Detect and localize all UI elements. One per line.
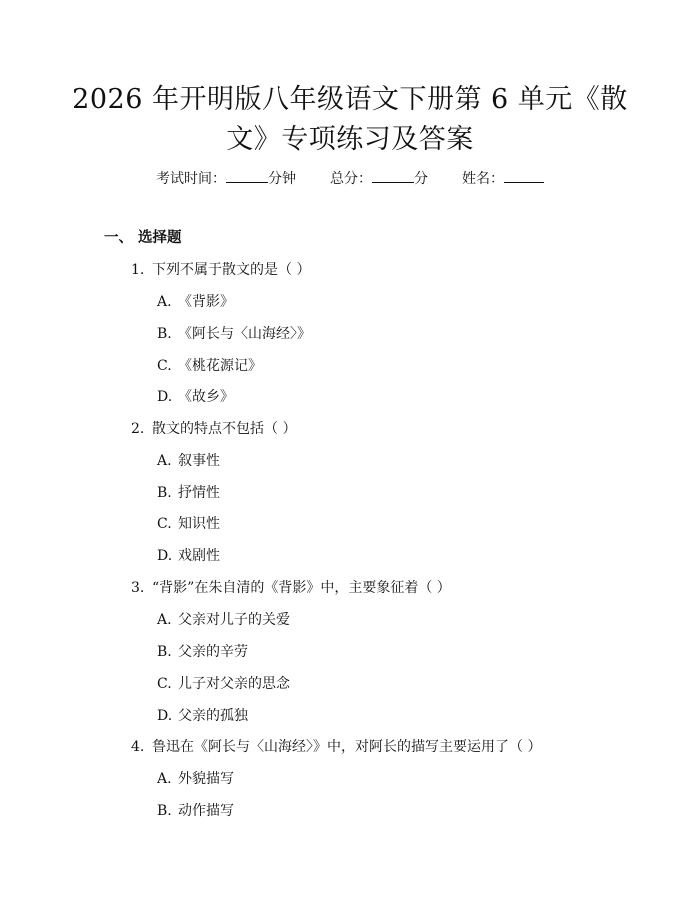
option-text: 父亲的辛劳 — [178, 644, 248, 660]
option-text: 外貌描写 — [178, 771, 234, 787]
question-3-option-a — [157, 610, 290, 630]
question-2-option-a — [157, 451, 220, 471]
question-1 — [131, 260, 310, 280]
section-heading — [104, 228, 182, 248]
option-letter: B. — [157, 803, 172, 819]
option-letter: A. — [157, 294, 172, 310]
option-text: 《故乡》 — [178, 389, 234, 405]
option-letter: C. — [157, 358, 172, 374]
question-text: “背影”在朱自清的《背影》中，主要象征着（ ） — [152, 580, 451, 596]
question-2 — [131, 419, 296, 439]
time-unit: 分钟 — [268, 171, 296, 187]
option-text: 父亲的孤独 — [178, 708, 248, 724]
question-4-option-b — [157, 801, 234, 821]
option-letter: B. — [157, 485, 172, 501]
option-letter: A. — [157, 771, 172, 787]
score-blank — [372, 168, 414, 183]
section-number: 一、 — [104, 229, 133, 246]
question-1-option-c — [157, 356, 262, 376]
score-unit: 分 — [414, 171, 428, 187]
page-title-line-2: 文》专项练习及答案 — [226, 124, 474, 155]
question-2-option-b — [157, 483, 220, 503]
question-4-option-a — [157, 769, 234, 789]
question-3-option-d — [157, 706, 248, 726]
question-2-option-d — [157, 546, 220, 566]
option-text: 《阿长与〈山海经〉》 — [178, 326, 311, 342]
question-number: 3. — [131, 580, 145, 596]
time-label: 考试时间： — [156, 171, 226, 187]
option-letter: D. — [157, 708, 173, 724]
question-1-option-d — [157, 387, 234, 407]
option-letter: C. — [157, 676, 172, 692]
question-3-option-c — [157, 674, 290, 694]
option-text: 《桃花源记》 — [178, 358, 262, 374]
option-text: 戏剧性 — [178, 548, 220, 564]
option-letter: B. — [157, 326, 172, 342]
option-letter: A. — [157, 453, 172, 469]
name-label: 姓名： — [462, 171, 504, 187]
option-letter: D. — [157, 548, 173, 564]
option-text: 知识性 — [178, 516, 220, 532]
option-letter: C. — [157, 516, 172, 532]
question-1-option-a — [157, 292, 234, 312]
question-text: 下列不属于散文的是（ ） — [152, 262, 311, 278]
question-2-option-c — [157, 514, 220, 534]
option-letter: B. — [157, 644, 172, 660]
section-title: 选择题 — [138, 229, 182, 246]
option-text: 《背影》 — [178, 294, 234, 310]
question-number: 4. — [131, 739, 145, 755]
option-letter: A. — [157, 612, 172, 628]
question-text: 散文的特点不包括（ ） — [152, 421, 297, 437]
question-number: 1. — [131, 262, 145, 278]
score-label: 总分： — [330, 171, 372, 187]
question-number: 2. — [131, 421, 145, 437]
page-title-line-1: 2026 年开明版八年级语文下册第 6 单元《散 — [72, 84, 628, 115]
option-text: 动作描写 — [178, 803, 234, 819]
option-letter: D. — [157, 389, 173, 405]
question-3-option-b — [157, 642, 248, 662]
question-4 — [131, 737, 541, 757]
name-blank — [504, 168, 544, 183]
time-blank — [226, 168, 268, 183]
option-text: 叙事性 — [178, 453, 220, 469]
option-text: 儿子对父亲的思念 — [178, 676, 290, 692]
question-1-option-b — [157, 324, 311, 344]
option-text: 抒情性 — [178, 485, 220, 501]
exam-meta — [0, 168, 700, 189]
question-3 — [131, 578, 451, 598]
option-text: 父亲对儿子的关爱 — [178, 612, 290, 628]
question-text: 鲁迅在《阿长与〈山海经〉》中，对阿长的描写主要运用了（ ） — [152, 739, 542, 755]
